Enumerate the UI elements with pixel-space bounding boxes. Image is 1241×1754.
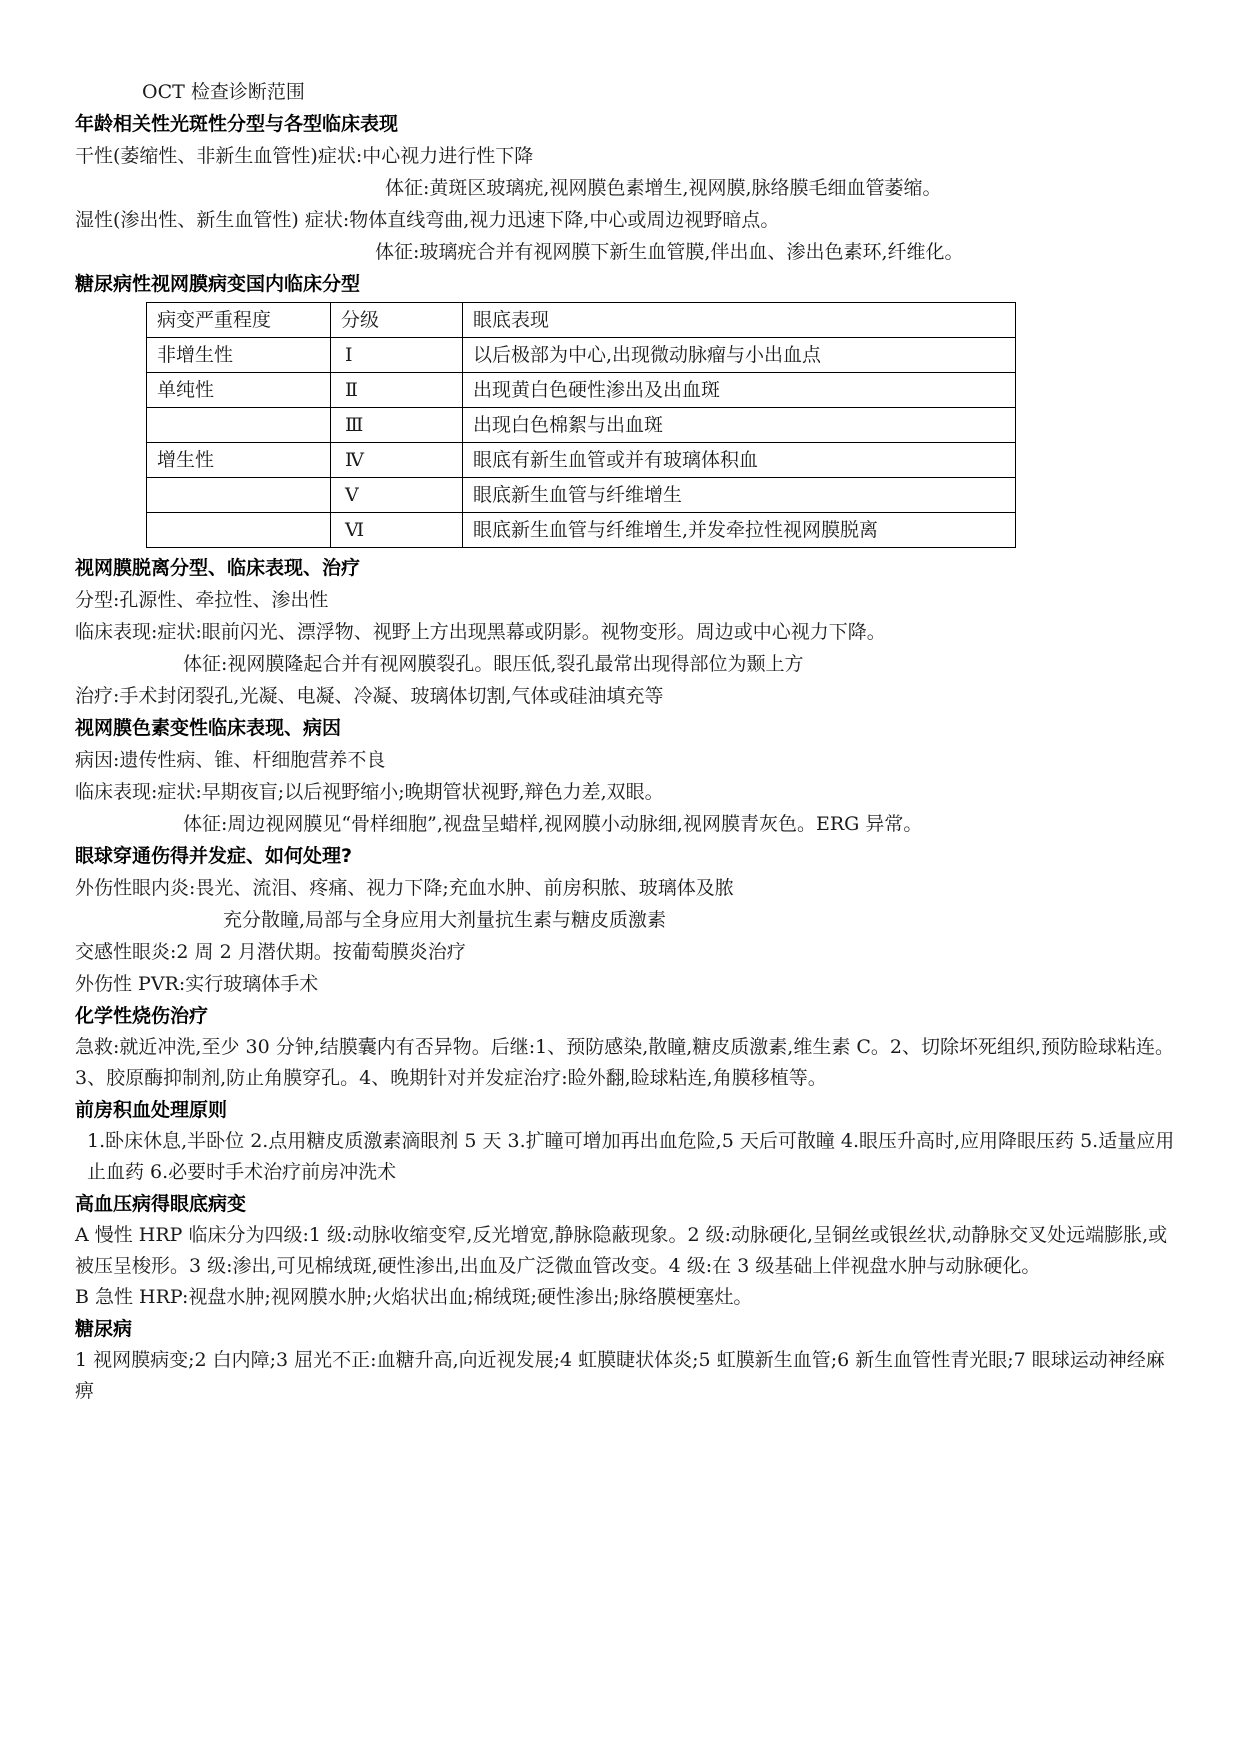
table-cell-grade: Ⅲ — [331, 408, 463, 443]
table-cell-grade: Ⅳ — [331, 443, 463, 478]
table-cell-findings: 出现黄白色硬性渗出及出血斑 — [463, 373, 1016, 408]
hrp-acute: B 急性 HRP:视盘水肿;视网膜水肿;火焰状出血;棉绒斑;硬性渗出;脉络膜梗塞灶。 — [75, 1286, 753, 1308]
dr-heading: 糖尿病性视网膜病变国内临床分型 — [75, 273, 361, 295]
trauma-heading: 眼球穿通伤得并发症、如何处理? — [75, 845, 353, 867]
table-cell-severity — [147, 408, 331, 443]
oct-line: OCT 检查诊断范围 — [142, 81, 305, 103]
rd-symptom: 临床表现:症状:眼前闪光、漂浮物、视野上方出现黑幕或阴影。视物变形。周边或中心视力下降。 — [75, 621, 886, 643]
dm-heading: 糖尿病 — [75, 1318, 133, 1340]
hyphema-heading: 前房积血处理原则 — [75, 1099, 228, 1121]
trauma-endophthalmitis: 外伤性眼内炎:畏光、流泪、疼痛、视力下降;充血水肿、前房积脓、玻璃体及脓 — [75, 877, 734, 899]
amd-dry-sign: 体征:黄斑区玻璃疣,视网膜色素增生,视网膜,脉络膜毛细血管萎缩。 — [385, 177, 942, 199]
rp-cause: 病因:遗传性病、锥、杆细胞营养不良 — [75, 749, 386, 771]
chem-text: 急救:就近冲洗,至少 30 分钟,结膜囊内有否异物。后继:1、预防感染,散瞳,糖皮质激素,维生素 C。2、切除坏死组织,预防睑球粘连。3、胶原酶抑制剂,防止角膜穿孔。4、晚期针对并发症治疗:睑外翻,睑球粘连,角膜移植等。 — [75, 1036, 1175, 1089]
rd-treatment: 治疗:手术封闭裂孔,光凝、电凝、冷凝、玻璃体切割,气体或硅油填充等 — [75, 685, 664, 707]
hrp-heading: 高血压病得眼底病变 — [75, 1193, 247, 1215]
rd-types: 分型:孔源性、牵拉性、渗出性 — [75, 589, 329, 611]
amd-wet-sign: 体征:玻璃疣合并有视网膜下新生血管膜,伴出血、渗出色素环,纤维化。 — [375, 241, 964, 263]
table-cell-grade: Ⅰ — [331, 338, 463, 373]
hrp-chronic: A 慢性 HRP 临床分为四级:1 级:动脉收缩变窄,反光增宽,静脉隐蔽现象。2 级:动脉硬化,呈铜丝或银丝状,动静脉交叉处远端膨胀,或被压呈梭形。3 级:渗出,可见棉绒斑,硬性渗出,出血及广泛微血管改变。4 级:在 3 级基础上伴视盘水肿与动脉硬化。 — [75, 1224, 1168, 1277]
table-cell-severity: 增生性 — [147, 443, 331, 478]
table-cell-findings: 眼底新生血管与纤维增生,并发牵拉性视网膜脱离 — [463, 513, 1016, 548]
rd-sign: 体征:视网膜隆起合并有视网膜裂孔。眼压低,裂孔最常出现得部位为颞上方 — [183, 653, 804, 675]
table-cell-findings: 眼底有新生血管或并有玻璃体积血 — [463, 443, 1016, 478]
table-row — [147, 408, 1016, 443]
table-cell-grade: Ⅵ — [331, 513, 463, 548]
table-cell-findings: 眼底新生血管与纤维增生 — [463, 478, 1016, 513]
table-row — [147, 478, 1016, 513]
amd-wet-symptom: 湿性(渗出性、新生血管性) 症状:物体直线弯曲,视力迅速下降,中心或周边视野暗点。 — [75, 209, 780, 231]
chem-heading: 化学性烧伤治疗 — [75, 1005, 209, 1027]
rp-heading: 视网膜色素变性临床表现、病因 — [75, 717, 342, 739]
trauma-endophthalmitis-treatment: 充分散瞳,局部与全身应用大剂量抗生素与糖皮质激素 — [223, 909, 667, 931]
hyphema-text: 1.卧床休息,半卧位 2.点用糖皮质激素滴眼剂 5 天 3.扩瞳可增加再出血危险,5 天后可散瞳 4.眼压升高时,应用降眼压药 5.适量应用止血药 6.必要时手术治疗前房冲洗术 — [87, 1130, 1175, 1183]
table-cell-findings: 出现白色棉絮与出血斑 — [463, 408, 1016, 443]
table-cell-grade: Ⅱ — [331, 373, 463, 408]
table-cell-severity: 单纯性 — [147, 373, 331, 408]
table-cell-severity — [147, 513, 331, 548]
dm-text: 1 视网膜病变;2 白内障;3 屈光不正:血糖升高,向近视发展;4 虹膜睫状体炎;5 虹膜新生血管;6 新生血管性青光眼;7 眼球运动神经麻痹 — [75, 1349, 1165, 1402]
trauma-pvr: 外伤性 PVR:实行玻璃体手术 — [75, 973, 319, 995]
rp-symptom: 临床表现:症状:早期夜盲;以后视野缩小;晚期管状视野,辩色力差,双眼。 — [75, 781, 664, 803]
dr-classification-table — [146, 302, 1016, 548]
table-cell-severity — [147, 478, 331, 513]
table-row — [147, 338, 1016, 373]
table-header-row — [147, 303, 1016, 338]
amd-heading: 年龄相关性光斑性分型与各型临床表现 — [75, 113, 399, 135]
table-row — [147, 373, 1016, 408]
table-header-cell: 病变严重程度 — [147, 303, 331, 338]
table-cell-grade: Ⅴ — [331, 478, 463, 513]
amd-dry-symptom: 干性(萎缩性、非新生血管性)症状:中心视力进行性下降 — [75, 145, 534, 167]
table-header-cell: 分级 — [331, 303, 463, 338]
table-row — [147, 443, 1016, 478]
table-cell-severity: 非增生性 — [147, 338, 331, 373]
rd-heading: 视网膜脱离分型、临床表现、治疗 — [75, 557, 361, 579]
trauma-sympathetic: 交感性眼炎:2 周 2 月潜伏期。按葡萄膜炎治疗 — [75, 941, 466, 963]
rp-sign: 体征:周边视网膜见“骨样细胞”,视盘呈蜡样,视网膜小动脉细,视网膜青灰色。ERG 异常。 — [183, 813, 923, 835]
table-header-cell: 眼底表现 — [463, 303, 1016, 338]
table-row — [147, 513, 1016, 548]
table-cell-findings: 以后极部为中心,出现微动脉瘤与小出血点 — [463, 338, 1016, 373]
